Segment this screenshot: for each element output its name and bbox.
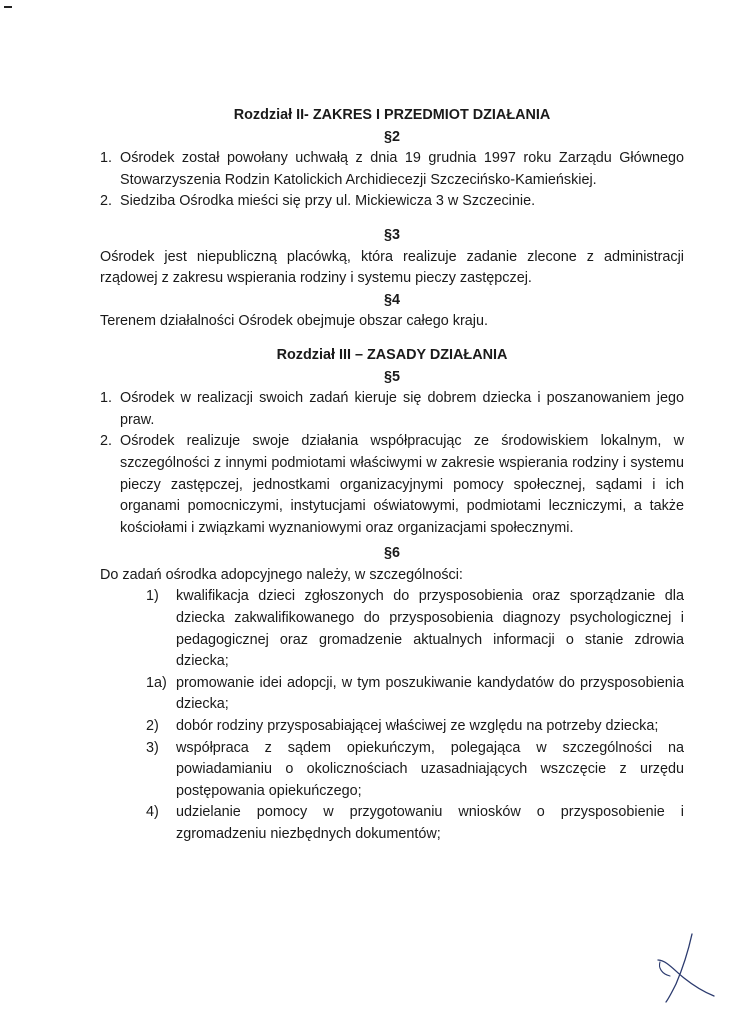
scan-mark-icon bbox=[4, 6, 12, 8]
list-item: 2. Ośrodek realizuje swoje działania współpracując ze środowiskiem lokalnym, w szczególności z innymi podmiotami właściwymi w zakresie wspierania rodziny i systemu pieczy zastępczej, jednostkami organizacyjnymi pomocy społecznej, sądami i ich organami pomocniczymi, instytucjami oświatowymi, podmiotami leczniczymi, a także kościołami i związkami wyznaniowymi oraz organizacjami społecznymi. bbox=[100, 433, 684, 536]
section-2-list bbox=[100, 148, 684, 213]
section-6-title: §6 bbox=[383, 545, 400, 562]
list-item: 1. Ośrodek został powołany uchwałą z dnia 19 grudnia 1997 roku Zarządu Głównego Stowarzyszenia Rodzin Katolickich Archidiecezji Szczecińsko-Kamieńskiej. bbox=[100, 150, 684, 188]
chapter-2-heading: Rozdział II- ZAKRES I PRZEDMIOT DZIAŁANIA bbox=[233, 107, 551, 123]
section-5-title: §5 bbox=[383, 368, 400, 385]
document-body bbox=[100, 105, 684, 846]
list-item: 4) udzielanie pomocy w przygotowaniu wniosków o przysposobienie i zgromadzeniu niezbędnych dokumentów; bbox=[146, 804, 684, 842]
section-5-list bbox=[100, 388, 684, 539]
list-item: 3) współpraca z sądem opiekuńczym, polegająca w szczególności na powiadamianiu o okolicznościach uzasadniających wszczęcie z urzędu postępowania opiekuńczego; bbox=[146, 739, 684, 799]
list-item: 1a) promowanie idei adopcji, w tym poszukiwanie kandydatów do przysposobienia dziecka; bbox=[146, 674, 684, 713]
section-6-list bbox=[146, 586, 684, 845]
list-item: 2) dobór rodziny przysposabiającej właściwej ze względu na potrzeby dziecka; bbox=[146, 718, 659, 735]
section-2-title: §2 bbox=[383, 128, 400, 145]
list-item: 1) kwalifikacja dzieci zgłoszonych do przysposobienia oraz sporządzanie dla dziecka zakwalifikowanego do przysposobienia diagnozy psychologicznej i pedagogicznej oraz gromadzenie aktualnych informacji o stanie zdrowia dziecka; bbox=[146, 588, 684, 670]
section-6-intro: Do zadań ośrodka adopcyjnego należy, w szczególności: bbox=[100, 566, 463, 583]
section-3-text: Ośrodek jest niepubliczną placówką, która realizuje zadanie zlecone z administracji rządowej z zakresu wspierania rodziny i systemu pieczy zastępczej. bbox=[100, 248, 684, 287]
section-3-title: §3 bbox=[383, 226, 400, 243]
list-item: 1. Ośrodek w realizacji swoich zadań kieruje się dobrem dziecka i poszanowaniem jego praw. bbox=[100, 390, 684, 428]
section-4-title: §4 bbox=[383, 291, 400, 308]
chapter-3-heading: Rozdział III – ZASADY DZIAŁANIA bbox=[276, 346, 508, 363]
handwritten-initials-icon bbox=[652, 930, 716, 1004]
list-item: 2. Siedziba Ośrodka mieści się przy ul. Mickiewicza 3 w Szczecinie. bbox=[100, 193, 536, 210]
section-4-text: Terenem działalności Ośrodek obejmuje obszar całego kraju. bbox=[100, 313, 488, 330]
